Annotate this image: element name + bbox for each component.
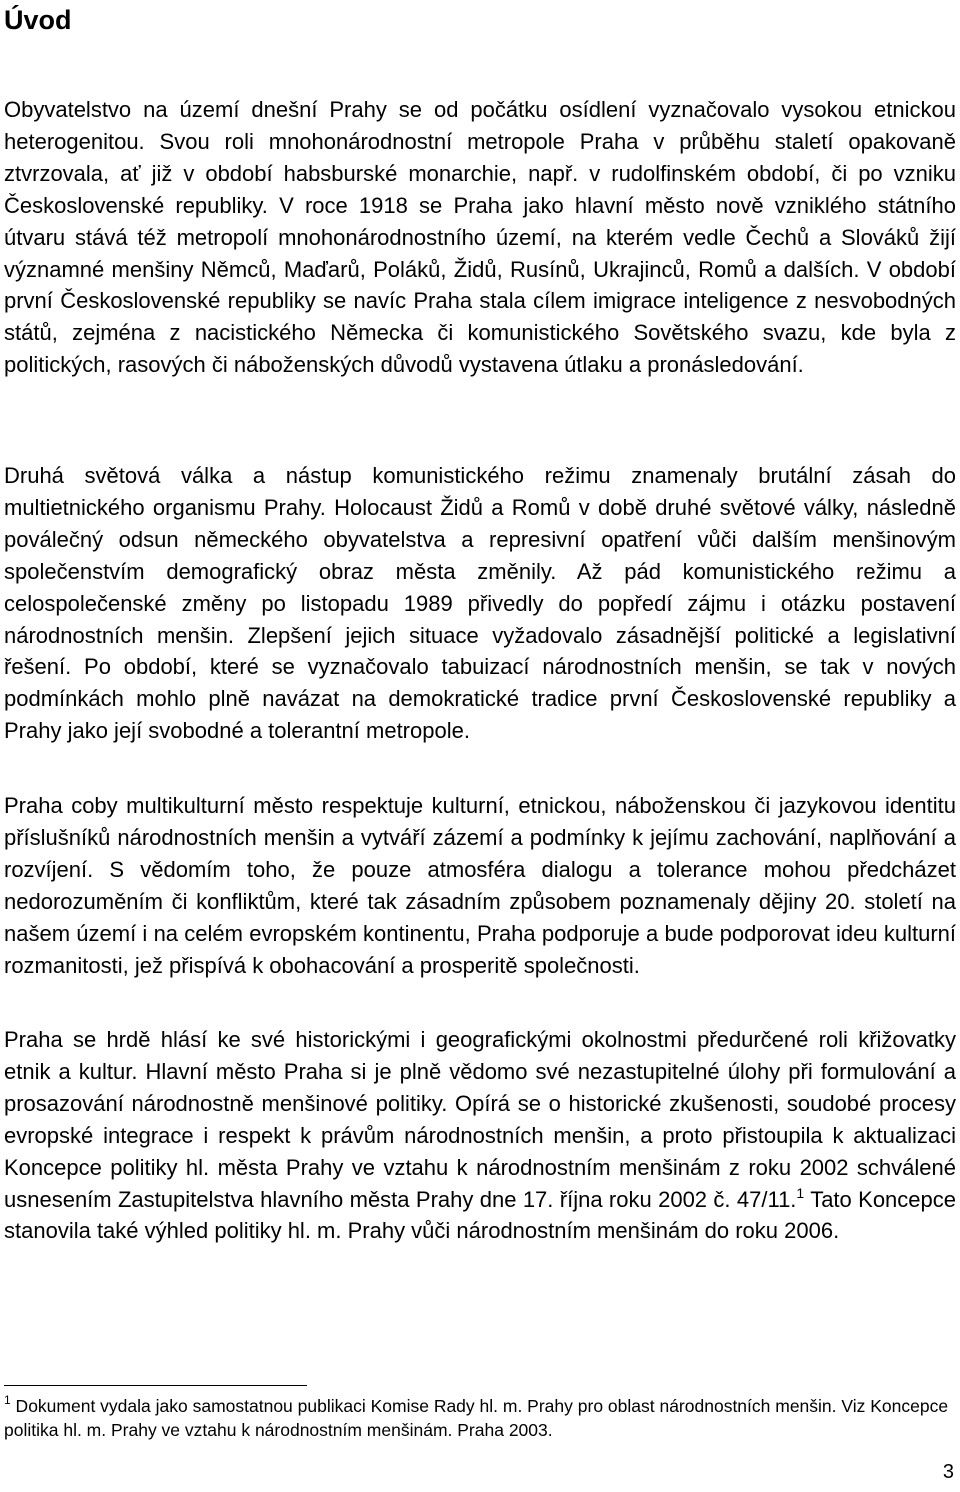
page-number: 3: [942, 1461, 954, 1483]
footnote-text: Dokument vydala jako samostatnou publikaci Komise Rady hl. m. Prahy pro oblast národnostních menšin. Viz Koncepce politika hl. m. Prahy ve vztahu k národnostním menšinám. Praha 2003.: [4, 1396, 949, 1440]
paragraph-4-text: Praha se hrdě hlásí ke své historickými i geografickými okolnostmi předurčené roli křižovatky etnik a kultur. Hlavní město Praha si je plně vědomo své nezastupitelné úlohy při formulování a prosazování národnostně menšinové politiky. Opírá se o historické zkušenosti, soudobé procesy evropské integrace i respekt k právům národnostních menšin, a proto přistoupila k aktualizaci Koncepce politiky hl. města Prahy ve vztahu k národnostním menšinám z roku 2002 schválené usnesením Zastupitelstva hlavního města Prahy dne 17. října roku 2002 č. 47/11.: [4, 1027, 956, 1212]
footnote: [4, 1394, 956, 1442]
footnote-marker: 1: [4, 1393, 11, 1407]
paragraph-4: [4, 1024, 956, 1247]
paragraph-2: Druhá světová válka a nástup komunistického režimu znamenaly brutální zásah do multietnického organismu Prahy. Holocaust Židů a Romů v době druhé světové války, následně poválečný odsun německého obyvatelstva a represivní opatření vůči dalším menšinovým společenstvím demografický obraz města změnily. Až pád komunistického režimu a celospolečenské změny po listopadu 1989 přivedly do popředí zájmu i otázku postavení národnostních menšin. Zlepšení jejich situace vyžadovalo zásadnější politické a legislativní řešení. Po období, které se vyznačovalo tabuizací národnostních menšin, se tak v nových podmínkách mohlo plně navázat na demokratické tradice první Československé republiky a Prahy jako její svobodné a tolerantní metropole.: [4, 463, 956, 744]
paragraph-3: Praha coby multikulturní město respektuje kulturní, etnickou, náboženskou či jazykovou identitu příslušníků národnostních menšin a vytváří zázemí a podmínky k jejímu zachování, naplňování a rozvíjení. S vědomím toho, že pouze atmosféra dialogu a tolerance mohou předcházet nedorozuměním či konfliktům, které tak zásadním způsobem poznamenaly dějiny 20. století na našem území i na celém evropském kontinentu, Praha podporuje a bude podporovat ideu kulturní rozmanitosti, jež přispívá k obohacování a prosperitě společnosti.: [4, 793, 956, 978]
footnote-reference: 1: [796, 1184, 805, 1201]
paragraph-4-text-continued: Tato Koncepce stanovila také výhled politiky hl. m. Prahy vůči národnostním menšinám do roku 2006.: [4, 1186, 956, 1244]
footnote-separator: [4, 1385, 307, 1386]
page-title: Úvod: [4, 5, 72, 35]
paragraph-1: Obyvatelstvo na území dnešní Prahy se od počátku osídlení vyznačovalo vysokou etnickou heterogenitou. Svou roli mnohonárodnostní metropole Praha v průběhu staletí opakovaně ztvrzovala, ať již v období habsburské monarchie, např. v rudolfinském období, či po vzniku Československé republiky. V roce 1918 se Praha jako hlavní město nově vzniklého státního útvaru stává též metropolí mnohonárodnostního území, na kterém vedle Čechů a Slováků žijí významné menšiny Němců, Maďarů, Poláků, Židů, Rusínů, Ukrajinců, Romů a dalších. V období první Československé republiky se navíc Praha stala cílem imigrace inteligence z nesvobodných států, zejména z nacistického Německa či komunistického Sovětského svazu, kde byla z politických, rasových či náboženských důvodů vystavena útlaku a pronásledování.: [4, 97, 956, 378]
